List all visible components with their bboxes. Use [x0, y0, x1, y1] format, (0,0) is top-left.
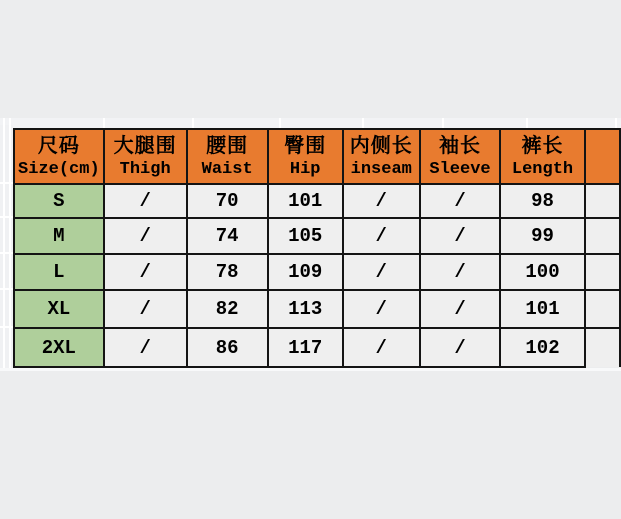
- table-cell: 74: [187, 218, 268, 254]
- size-cell: S: [14, 184, 104, 218]
- size-cell: M: [14, 218, 104, 254]
- table-row: [14, 328, 620, 367]
- table-cell: /: [104, 290, 187, 328]
- table-cell: /: [104, 184, 187, 218]
- header-label-zh: 尺码: [37, 135, 80, 157]
- table-cell: /: [420, 184, 500, 218]
- table-cell: 101: [500, 290, 585, 328]
- size-chart: [13, 128, 621, 369]
- header-cell-waist: [187, 129, 268, 184]
- sheet-gridline-horizontal: [0, 252, 13, 254]
- table-cell-overflow: [585, 290, 620, 328]
- header-label-zh: 内侧长: [349, 135, 413, 157]
- table-cell: /: [104, 254, 187, 290]
- sheet-left-margin: [0, 125, 13, 371]
- size-cell: 2XL: [14, 328, 104, 367]
- header-cell-overflow: [585, 129, 620, 184]
- table-cell: 99: [500, 218, 585, 254]
- header-cell-sizecm: [14, 129, 104, 184]
- header-label-en: Hip: [289, 160, 321, 179]
- header-cell-inseam: [343, 129, 420, 184]
- table-cell: /: [343, 218, 420, 254]
- table-cell: /: [343, 328, 420, 367]
- table-cell: 102: [500, 328, 585, 367]
- table-row: [14, 184, 620, 218]
- table-cell: /: [420, 290, 500, 328]
- sheet-gridline-tick: [615, 118, 617, 128]
- header-label-zh: 臀围: [284, 135, 327, 157]
- table-cell: 113: [268, 290, 343, 328]
- table-cell-overflow: [585, 328, 620, 367]
- sheet-gridline-tick: [103, 118, 105, 128]
- header-cell-hip: [268, 129, 343, 184]
- sheet-gridline-tick: [526, 118, 528, 128]
- table-cell: 82: [187, 290, 268, 328]
- header-label-zh: 大腿围: [113, 135, 177, 157]
- size-cell: XL: [14, 290, 104, 328]
- table-cell: /: [420, 218, 500, 254]
- header-label-zh: 腰围: [206, 135, 249, 157]
- table-cell-overflow: [585, 184, 620, 218]
- table-cell: /: [104, 328, 187, 367]
- table-cell: 105: [268, 218, 343, 254]
- sheet-gridline-tick: [192, 118, 194, 128]
- size-chart-table: [13, 128, 621, 368]
- table-cell: 101: [268, 184, 343, 218]
- sheet-gridline-tick: [362, 118, 364, 128]
- table-cell: 109: [268, 254, 343, 290]
- table-row: [14, 254, 620, 290]
- header-label-zh: 袖长: [439, 135, 482, 157]
- sheet-gridline-horizontal: [0, 216, 13, 218]
- header-row: [14, 129, 620, 184]
- sheet-gridline-tick: [279, 118, 281, 128]
- table-cell: 78: [187, 254, 268, 290]
- size-cell: L: [14, 254, 104, 290]
- table-cell: /: [420, 328, 500, 367]
- header-label-en: inseam: [350, 160, 412, 179]
- table-cell: /: [343, 184, 420, 218]
- sheet-gridline-band-top: [0, 118, 621, 128]
- table-row: [14, 290, 620, 328]
- table-cell-overflow: [585, 218, 620, 254]
- table-cell: 117: [268, 328, 343, 367]
- table-cell: /: [343, 254, 420, 290]
- table-cell: 98: [500, 184, 585, 218]
- header-label-en: Size(cm): [18, 160, 100, 179]
- sheet-gridline-vertical: [9, 125, 11, 370]
- header-cell-sleeve: [420, 129, 500, 184]
- header-cell-length: [500, 129, 585, 184]
- sheet-gridline-tick: [442, 118, 444, 128]
- header-label-en: Length: [511, 160, 574, 179]
- sheet-gridline-horizontal: [0, 288, 13, 290]
- table-cell: 86: [187, 328, 268, 367]
- table-cell: /: [343, 290, 420, 328]
- table-row: [14, 218, 620, 254]
- header-label-en: Waist: [201, 160, 253, 179]
- table-cell: /: [104, 218, 187, 254]
- header-cell-thigh: [104, 129, 187, 184]
- sheet-gridline-horizontal: [0, 326, 13, 328]
- header-label-zh: 裤长: [521, 135, 564, 157]
- table-cell: /: [420, 254, 500, 290]
- table-cell: 100: [500, 254, 585, 290]
- table-cell: 70: [187, 184, 268, 218]
- table-cell-overflow: [585, 254, 620, 290]
- header-label-en: Thigh: [119, 160, 171, 179]
- header-label-en: Sleeve: [429, 160, 491, 179]
- sheet-gridline-vertical: [3, 125, 5, 370]
- sheet-gridline-horizontal: [0, 182, 13, 184]
